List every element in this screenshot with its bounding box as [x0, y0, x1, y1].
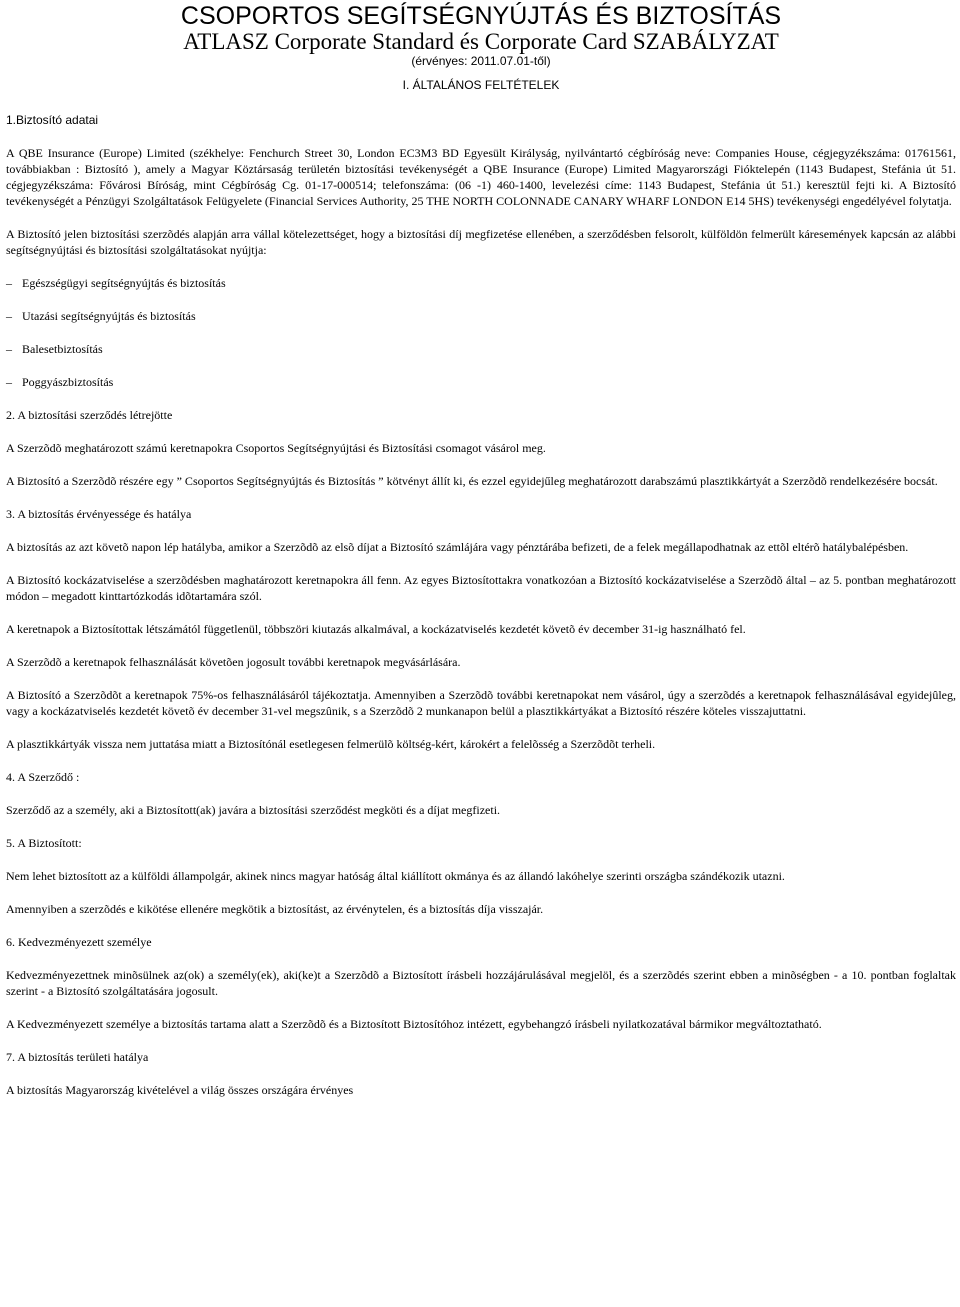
insurer-obligation-paragraph: A Biztosító jelen biztosítási szerzõdés alapján arra vállal kötelezettséget, hogy a biztosítási díj megfizetése ellenében, a szerződésben felsorolt, külföldön felmerült káresemények kapcsán az alábbi segítségnyújtási és biztosítási szolgáltatásokat nyújtja: [6, 227, 956, 257]
section-2-heading: 2. A biztosítási szerződés létrejötte [6, 408, 173, 422]
document-page [6, 4, 956, 1098]
validity-note: (érvényes: 2011.07.01-től) [411, 54, 551, 68]
list-item: – Utazási segítségnyújtás és biztosítás [6, 308, 956, 324]
paragraph: A keretnapok a Biztosítottak létszámától függetlenül, többszöri kiutazás alkalmával, a kockázatviselés kezdetét követõ év december 31-ig használható fel. [6, 622, 746, 636]
list-item: – Poggyászbiztosítás [6, 374, 956, 390]
paragraph: Kedvezményezettnek minõsülnek az(ok) a személy(ek), aki(ke)t a Szerzõdõ a Biztosított írásbeli hozzájárulásával megjelöl, és a szerzõdés szerint ebben a minõségben - a 10. pontban foglaltak szerint - a Biztosító szolgáltatására jogosult. [6, 968, 956, 998]
paragraph: Szerződő az a személy, aki a Biztosított(ak) javára a biztosítási szerződést megköti és a díjat megfizeti. [6, 803, 501, 817]
chapter-heading: I. ÁLTALÁNOS FELTÉTELEK [402, 78, 560, 92]
paragraph: A Szerzõdõ meghatározott számú keretnapokra Csoportos Segítségnyújtási és Biztosítási csomagot vásárol meg. [6, 441, 546, 455]
paragraph: A Szerzõdõ a keretnapok felhasználását követõen jogosult további keretnapok megvásárlására. [6, 655, 461, 669]
list-item: – Balesetbiztosítás [6, 341, 956, 357]
paragraph: Nem lehet biztosított az a külföldi állampolgár, akinek nincs magyar hatóság által kiállított okmánya és az állandó lakóhelye szerinti országba szándékozik utazni. [6, 869, 785, 883]
paragraph: A Kedvezményezett személye a biztosítás tartama alatt a Szerzõdõ és a Biztosított Biztosítóhoz intézett, egybehangzó írásbeli nyilatkozatával bármikor megváltoztatható. [6, 1017, 822, 1031]
section-6-heading: 6. Kedvezményezett személye [6, 935, 152, 949]
list-item: – Egészségügyi segítségnyújtás és biztosítás [6, 275, 956, 291]
services-list [6, 275, 956, 390]
paragraph: A plasztikkártyák vissza nem juttatása miatt a Biztosítónál esetlegesen felmerülõ költség-kért, károkért a felelõsség a Szerzõdõt terheli. [6, 737, 656, 751]
document-header [6, 4, 956, 91]
paragraph: A biztosítás Magyarország kivételével a világ összes országára érvényes [6, 1083, 354, 1097]
paragraph: Amennyiben a szerzõdés e kikötése ellenére megkötik a biztosítást, az érvénytelen, és a biztosítás díja visszajár. [6, 902, 544, 916]
section-7-heading: 7. A biztosítás területi hatálya [6, 1050, 149, 1064]
paragraph: A Biztosító kockázatviselése a szerzõdésben maghatározott keretnapokra áll fenn. Az egyes Biztosítottakra vonatkozóan a Biztosító kockázatviselése a Szerzõdõ által – az 5. pontban meghatározott módon – megadott kinttartózkodás idõtartamára szól. [6, 573, 956, 603]
section-5-heading: 5. A Biztosított: [6, 836, 82, 850]
paragraph: A Biztosító a Szerzõdõ részére egy ” Csoportos Segítségnyújtás és Biztosítás ” kötvényt állít ki, és ezzel egyidejűleg meghatározott darabszámú plasztikkártyát a Szerzõdõ rendelkezésére bocsát. [6, 474, 938, 488]
section-3-heading: 3. A biztosítás érvényessége és hatálya [6, 507, 192, 521]
document-title-line2: ATLASZ Corporate Standard és Corporate Card SZABÁLYZAT [183, 29, 779, 54]
section-1-heading: 1.Biztosító adatai [6, 113, 99, 127]
insurer-details-paragraph: A QBE Insurance (Europe) Limited (székhelye: Fenchurch Street 30, London EC3M3 BD Egyesült Királyság, nyilvántartó cégbíróság neve: Companies House, cégjegyzékszáma: 01761561, továbbiakban : Biztosító ), amely a Magyar Köztársaság területén biztosítási tevékenységét a QBE Insurance (Europe) Limited Magyarországi Fióktelepén (1143 Budapest, Stefánia út 51. cégjegyzékszáma: Fővárosi Bíróság, mint Cégbíróság Cg. 01-17-000514; telefonszáma: (06 -1) 460-1400, levelezési címe: 1143 Budapest, Stefánia út 51.) keresztül fejti ki. A Biztosító tevékenységét a Pénzügyi Szolgáltatások Felügyelete (Financial Services Authority, 25 THE NORTH COLONNADE CANARY WHARF LONDON E14 5HS) tevékenységi engedélyével folytatja. [6, 146, 956, 208]
paragraph: A biztosítás az azt követõ napon lép hatályba, amikor a Szerzõdõ az elsõ díjat a Biztosító számlájára vagy pénztárába befizeti, de a felek megállapodhatnak az ettõl eltérõ hatálybalépésben. [6, 540, 909, 554]
section-4-heading: 4. A Szerződő : [6, 770, 80, 784]
document-title-line1: CSOPORTOS SEGÍTSÉGNYÚJTÁS ÉS BIZTOSÍTÁS [180, 2, 782, 30]
paragraph: A Biztosító a Szerzõdõt a keretnapok 75%-os felhasználásáról tájékoztatja. Amennyiben a Szerzõdõ további keretnapokat nem vásárol, úgy a szerzõdés a keretnapok felhasználásával egyidejûleg, vagy a kockázatviselés kezdetét követõ év december 31-vel megszûnik, s a Szerzõdõ 2 munkanapon belül a plasztikkártyákat a Biztosító részére köteles visszajuttatni. [6, 688, 956, 718]
